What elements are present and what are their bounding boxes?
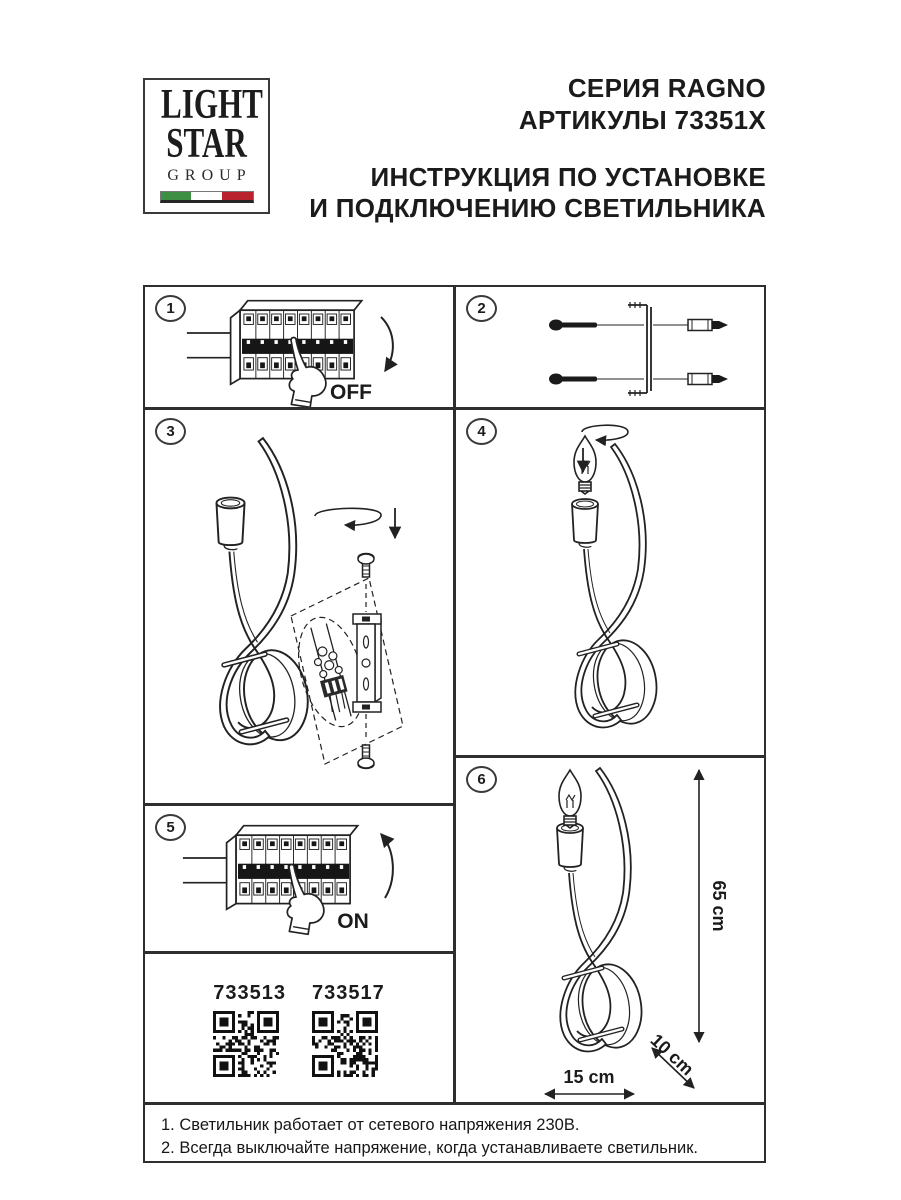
step-1-number: 1 <box>155 295 186 322</box>
dimensions-illustration <box>456 758 764 1102</box>
instruction-title <box>309 162 766 224</box>
width-dimension-label: 15 cm <box>563 1067 615 1087</box>
breaker-off-illustration <box>145 287 453 407</box>
step-3-panel <box>143 408 455 805</box>
logo-word-star: STAR <box>166 121 247 167</box>
instruction-title-line1: ИНСТРУКЦИЯ ПО УСТАНОВКЕ <box>370 162 766 192</box>
note-safety: 2. Всегда выключайте напряжение, когда устанавливаете светильник. <box>161 1139 699 1157</box>
step-4-panel <box>454 408 766 757</box>
off-label: OFF <box>330 381 372 404</box>
steps-grid <box>143 285 766 1163</box>
qr-code-label: 733513 <box>213 982 286 1004</box>
qr-codes-panel <box>143 952 455 1104</box>
notes-panel <box>143 1103 766 1163</box>
step-5-panel <box>143 804 455 953</box>
instruction-title-line2: И ПОДКЛЮЧЕНИЮ СВЕТИЛЬНИКА <box>309 193 766 223</box>
wall-mounting-illustration <box>145 410 453 803</box>
articles-line: АРТИКУЛЫ 73351X <box>518 105 766 135</box>
step-6-panel <box>454 756 766 1104</box>
breaker-on-illustration <box>145 806 453 951</box>
step-4-number: 4 <box>466 418 497 445</box>
step-2-number: 2 <box>466 295 497 322</box>
note-voltage: 1. Светильник работает от сетевого напряжения 230В. <box>161 1116 580 1134</box>
logo-word-group: GROUP <box>167 167 252 184</box>
step-6-number: 6 <box>466 766 497 793</box>
flag-white <box>191 192 222 200</box>
step-5-number: 5 <box>155 814 186 841</box>
italian-flag-bar <box>160 191 254 203</box>
bulb-installation-illustration <box>456 410 764 755</box>
qr-block-left <box>213 982 286 1077</box>
document-header <box>309 72 766 224</box>
on-label: ON <box>337 910 369 933</box>
depth-dimension-label: 10 cm <box>646 1029 698 1080</box>
qr-code-image <box>213 1011 279 1077</box>
mounting-hardware-illustration <box>456 287 764 407</box>
flag-red <box>222 192 253 200</box>
logo-word-light: LIGHT <box>160 82 263 128</box>
step-3-number: 3 <box>155 418 186 445</box>
qr-block-right <box>312 982 385 1077</box>
flag-green <box>161 192 192 200</box>
qr-code-label: 733517 <box>312 982 385 1004</box>
height-dimension-label: 65 cm <box>709 880 729 932</box>
qr-code-image <box>312 1011 378 1077</box>
lightstar-logo <box>143 78 270 214</box>
series-title: СЕРИЯ RAGNO <box>567 73 766 103</box>
step-1-panel <box>143 285 455 409</box>
step-2-panel <box>454 285 766 409</box>
